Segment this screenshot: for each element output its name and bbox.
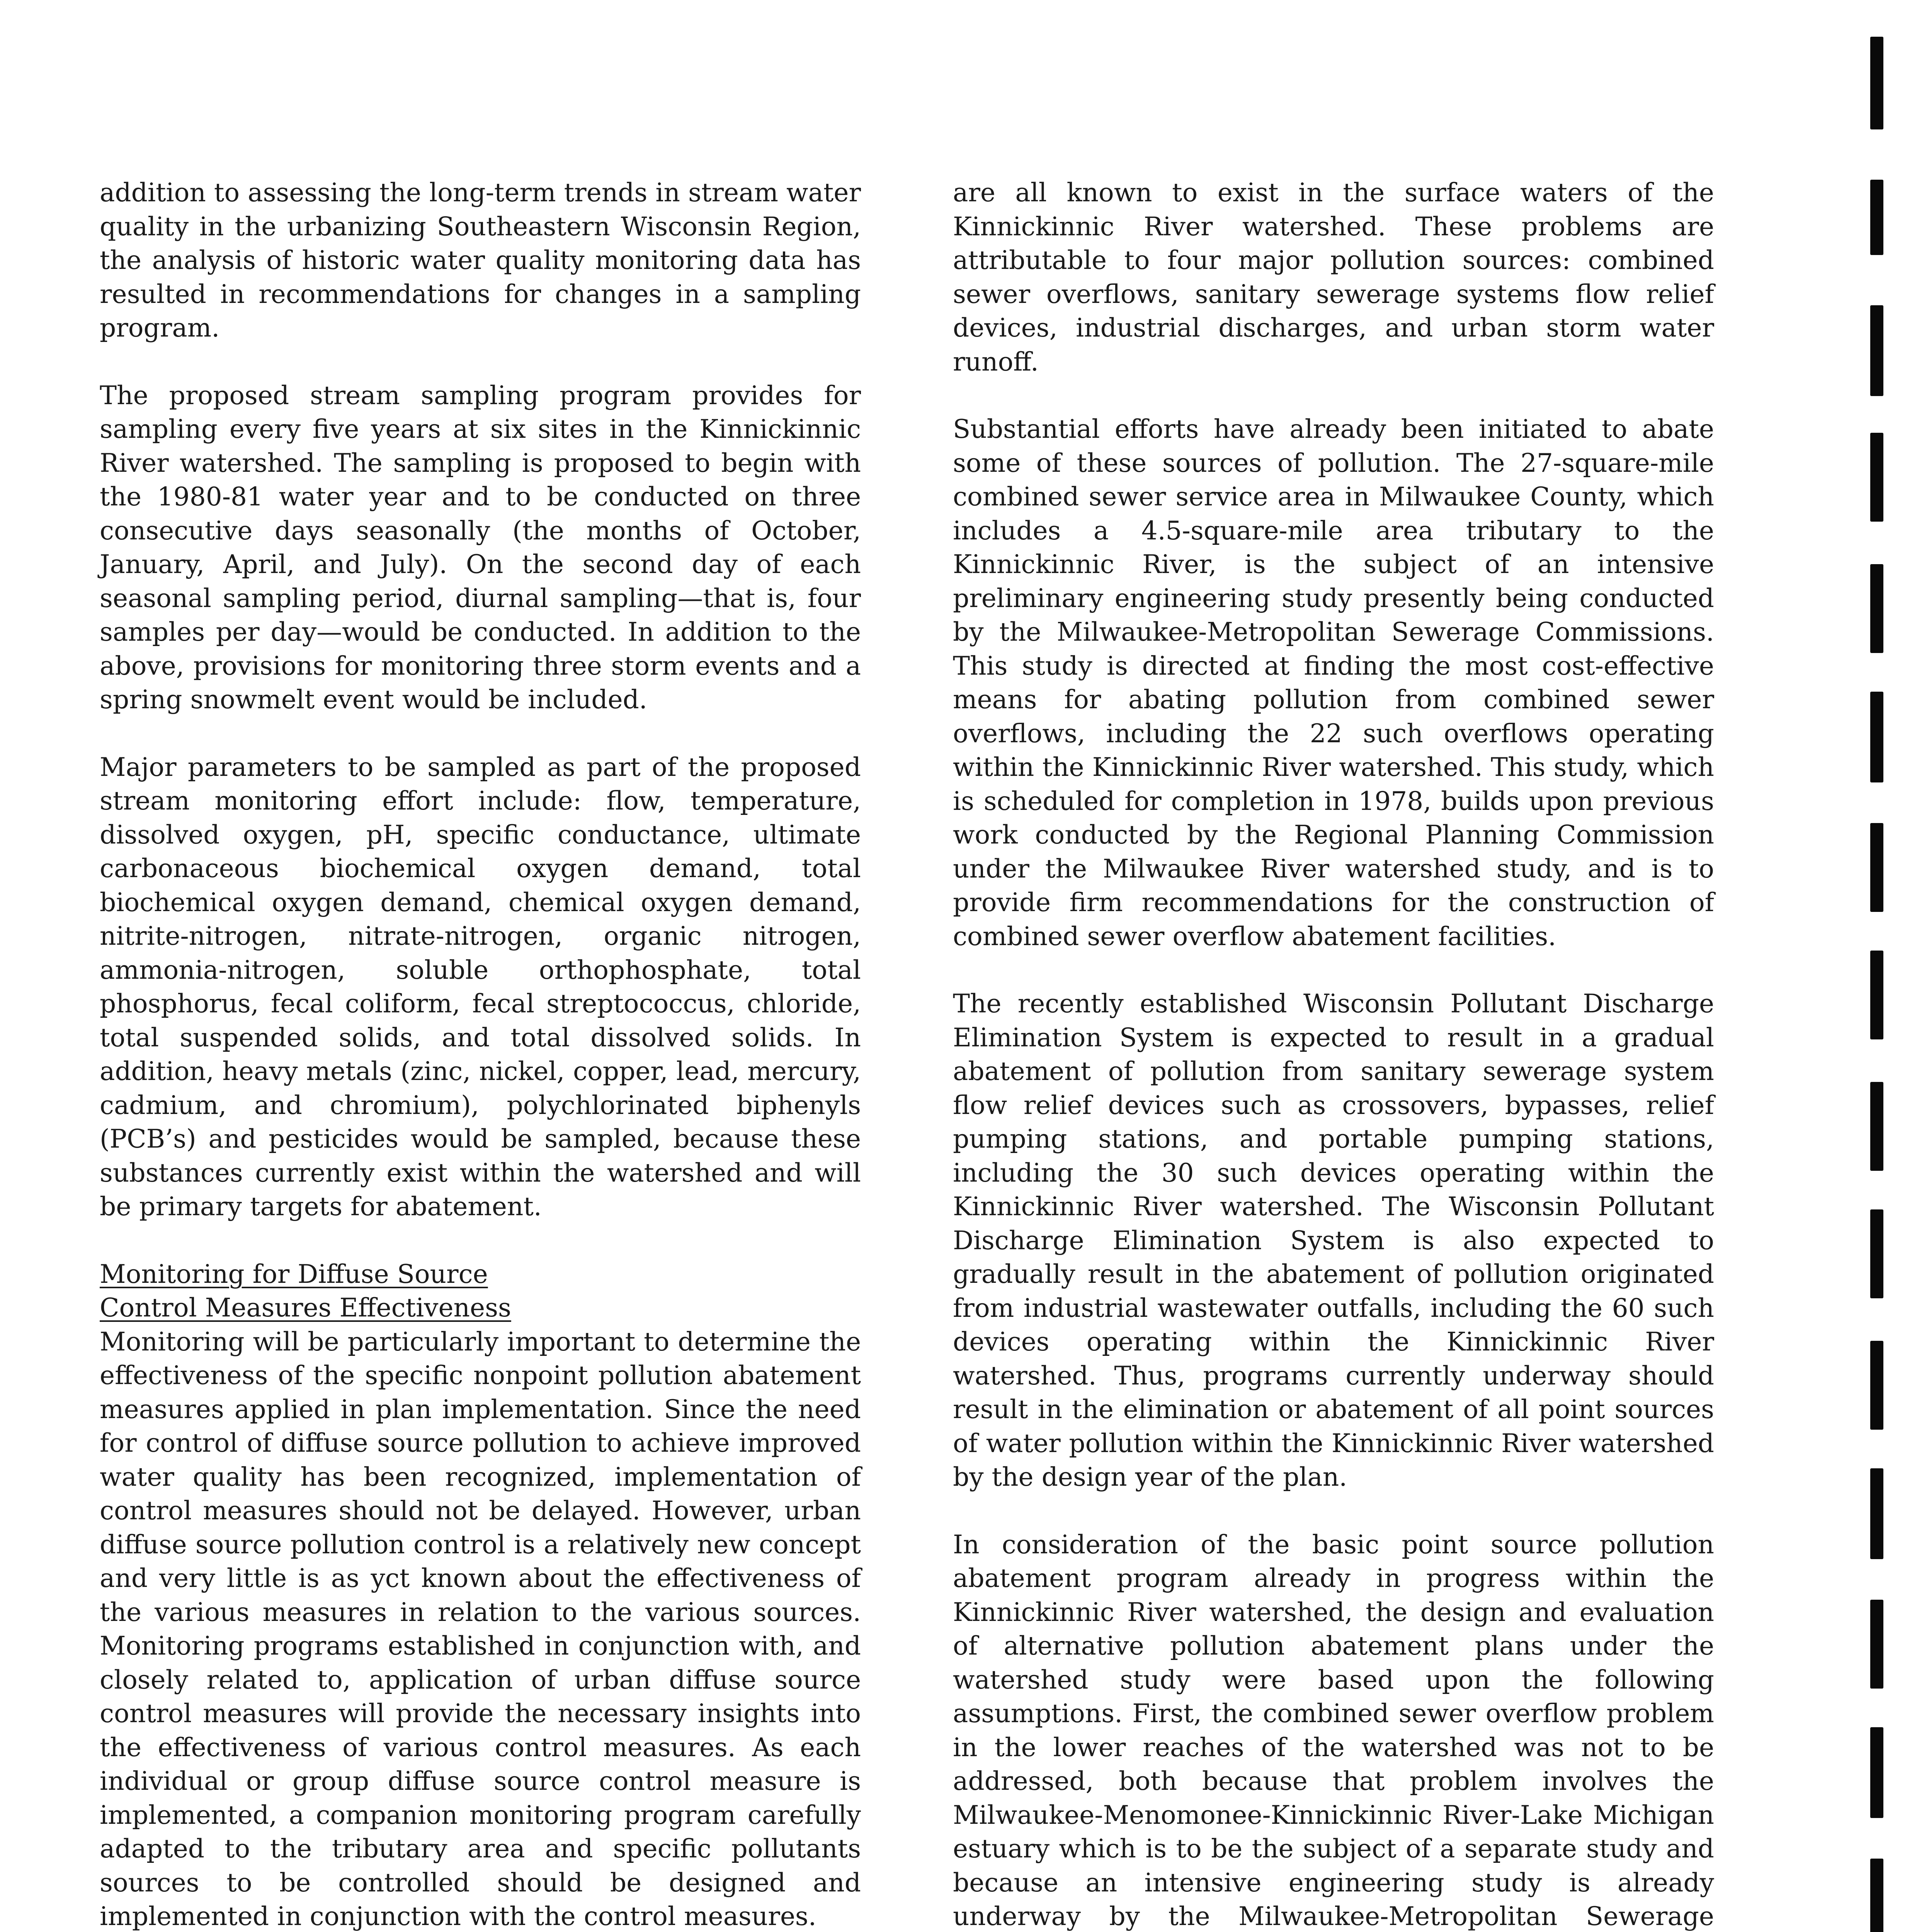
binding-mark	[1870, 951, 1883, 1039]
binding-mark	[1870, 1468, 1883, 1559]
binding-mark	[1870, 692, 1883, 782]
paragraph: In consideration of the basic point source pollution abatement program already in progress within the Kinnickinnic River watershed, the design and evaluation of alternative pollution abatement plans under the watershed study were based upon the following assumptions. First, the combined sewer overflow problem in the lower reaches of the watershed was not to be addressed, both because that problem involves the Milwaukee-Menomonee-Kinnickinnic River-Lake Michigan estuary which is to be the subject of a separate study and because an intensive engineering study is already underway by the Milwaukee-Metropolitan Sewerage	[953, 1529, 1714, 1931]
right-column	[953, 176, 1714, 1932]
paragraph: addition to assessing the long-term trends in stream water quality in the urbanizing Southeastern Wisconsin Region, the analysis of historic water quality monitoring data has resulted in recommendations for changes in a sampling program.	[100, 178, 861, 343]
binding-mark	[1870, 180, 1883, 255]
binding-mark	[1870, 1341, 1883, 1430]
left-column	[100, 176, 861, 1932]
binding-mark	[1870, 1859, 1883, 1932]
binding-mark	[1870, 564, 1883, 653]
binding-mark	[1870, 1082, 1883, 1171]
binding-mark	[1870, 37, 1883, 129]
binding-margin-marks	[1863, 0, 1893, 1932]
paragraph: Substantial efforts have already been initiated to abate some of these sources of pollution. The 27-square-mile combined sewer service area in Milwaukee County, which includes a 4.5-square-mile area tributary to the Kinnickinnic River, is the subject of an intensive preliminary engineering study presently being conducted by the Milwaukee-Metropolitan Sewerage Commissions. This study is directed at finding the most cost-effective means for abating pollution from combined sewer overflows, including the 22 such overflows operating within the Kinnickinnic River watershed. This study, which is scheduled for completion in 1978, builds upon previous work conducted by the Regional Planning Commission under the Milwaukee River watershed study, and is to provide firm recommendations for the construction of combined sewer overflow abatement facilities.	[953, 414, 1714, 951]
binding-mark	[1870, 1209, 1883, 1298]
paragraph: The recently established Wisconsin Pollutant Discharge Elimination System is expected to result in a gradual abatement of pollution from sanitary sewerage system flow relief devices such as crossovers, bypasses, relief pumping stations, and portable pumping stations, including the 30 such devices operating within the Kinnickinnic River watershed. The Wisconsin Pollutant Discharge Elimination System is also expected to gradually result in the abatement of pollution originated from industrial wastewater outfalls, including the 60 such devices operating within the Kinnickinnic River watershed. Thus, programs currently underway should result in the elimination or abatement of all point sources of water pollution within the Kinnickinnic River watershed by the design year of the plan.	[953, 989, 1714, 1492]
paragraph: Monitoring will be particularly important to determine the effectiveness of the specific nonpoint pollution abatement measures applied in plan implementation. Since the need for control of diffuse source pollution to achieve improved water quality has been recognized, implementation of control measures should not be delayed. However, urban diffuse source pollution control is a relatively new concept and very little is as yct known about the effectiveness of the various measures in relation to the various sources. Monitoring programs established in conjunction with, and closely related to, application of urban diffuse source control measures will provide the necessary insights into the effectiveness of various control measures. As each individual or group diffuse source control measure is implemented, a companion monitoring program carefully adapted to the tributary area and specific pollutants sources to be controlled should be designed and implemented in conjunction with the control measures.	[100, 1327, 861, 1931]
heading-line: Control Measures Effectiveness	[100, 1293, 511, 1323]
heading-line: Monitoring for Diffuse Source	[100, 1259, 488, 1289]
paragraph: The proposed stream sampling program provides for sampling every five years at six sites in the Kinnickinnic River watershed. The sampling is proposed to begin with the 1980-81 water year and to be conducted on three consecutive days seasonally (the months of October, January, April, and July). On the second day of each seasonal sampling period, diurnal sampling—that is, four samples per day—would be conducted. In addition to the above, provisions for monitoring three storm events and a spring snowmelt event would be included.	[100, 380, 861, 714]
binding-mark	[1870, 1600, 1883, 1689]
paragraph: are all known to exist in the surface waters of the Kinnickinnic River watershed. These problems are attributable to four major pollution sources: combined sewer overflows, sanitary sewerage systems flow relief devices, industrial discharges, and urban storm water runoff.	[953, 178, 1714, 377]
paragraph: Major parameters to be sampled as part of the proposed stream monitoring effort include: flow, temperature, dissolved oxygen, pH, specific conductance, ultimate carbonaceous biochemical oxygen demand, total biochemical oxygen demand, chemical oxygen demand, nitrite-nitrogen, nitrate-nitrogen, organic nitrogen, ammonia-nitrogen, soluble orthophosphate, total phosphorus, fecal coliform, fecal streptococcus, chloride, total suspended solids, and total dissolved solids. In addition, heavy metals (zinc, nickel, copper, lead, mercury, cadmium, and chromium), polychlorinated biphenyls (PCB’s) and pesticides would be sampled, because these substances currently exist within the watershed and will be primary targets for abatement.	[100, 752, 861, 1221]
binding-mark	[1870, 1727, 1883, 1818]
binding-mark	[1870, 823, 1883, 912]
section-heading	[100, 1257, 861, 1325]
binding-mark	[1870, 433, 1883, 522]
binding-mark	[1870, 305, 1883, 396]
